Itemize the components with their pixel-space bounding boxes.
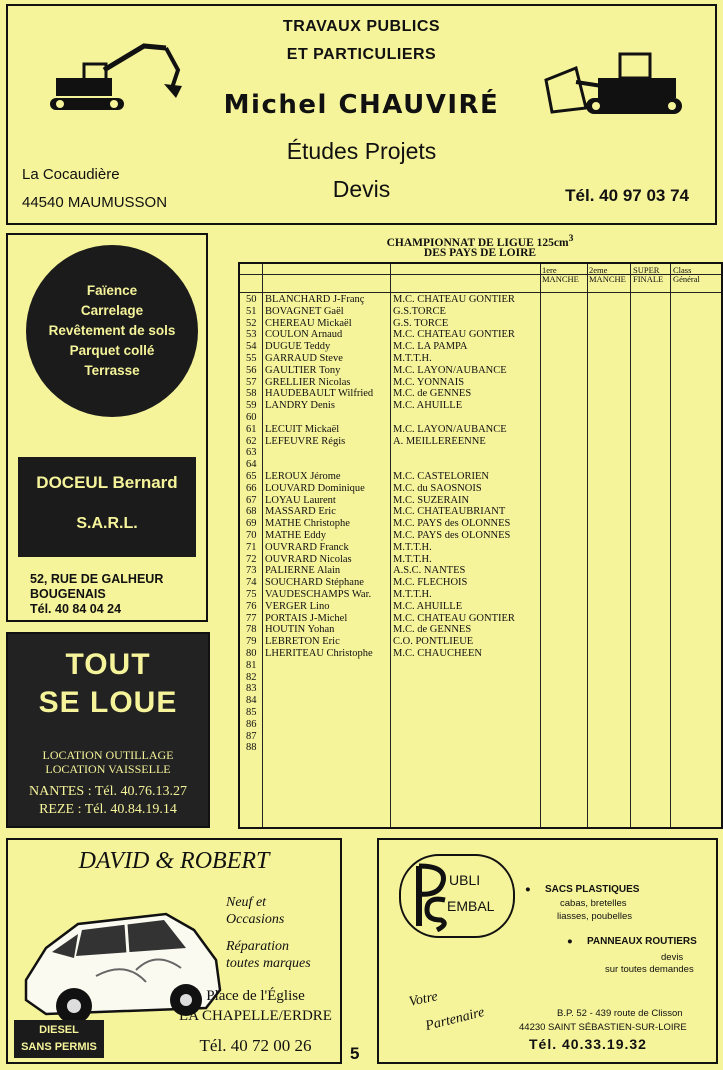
pilot-name: DUGUE Teddy [265, 341, 331, 353]
dr-line4: toutes marques [226, 956, 311, 971]
pilot-name: LECUIT Mickaël [265, 423, 340, 435]
row-number: 71 [246, 541, 257, 553]
item1-line2: liasses, poubelles [557, 911, 632, 922]
table-row [240, 483, 721, 495]
pilot-name: LANDRY Denis [265, 400, 335, 412]
address-line2: 44540 MAUMUSSON [22, 194, 168, 211]
pilot-name: MASSARD Eric [265, 506, 336, 518]
row-number: 50 [246, 294, 257, 305]
row-number: 55 [246, 353, 257, 364]
row-number: 64 [246, 459, 257, 471]
publi-phone: Tél. 40.33.19.32 [529, 1036, 647, 1052]
pilot-name: MATHE Christophe [265, 518, 350, 530]
table-row [240, 495, 721, 507]
row-number: 66 [246, 482, 257, 494]
dr-line3: Réparation [226, 939, 289, 954]
item2-line1: devis [661, 952, 684, 963]
service-item: Terrasse [84, 363, 140, 378]
club-name: C.O. PONTLIEUE [393, 636, 474, 648]
item2-line2: sur toutes demandes [605, 964, 694, 975]
loue-service1: LOCATION OUTILLAGE [42, 748, 174, 762]
row-number: 54 [246, 341, 257, 353]
item2-title: PANNEAUX ROUTIERS [587, 936, 697, 947]
col-head-manche1: 1ere MANCHE [542, 265, 579, 284]
row-number: 74 [246, 577, 257, 589]
club-name: M.C. FLECHOIS [393, 577, 468, 589]
pilot-name: LEFEUVRE Régis [265, 435, 346, 447]
club-name: G.S. TORCE [393, 317, 449, 329]
championship-title-sup: 3 [568, 233, 574, 244]
club-name: M.C. CHATEAU GONTIER [393, 612, 515, 624]
row-number: 73 [246, 565, 257, 577]
row-number: 58 [246, 388, 257, 400]
row-number: 87 [246, 730, 257, 742]
club-name: M.C. LA PAMPA [393, 341, 468, 353]
table-row [240, 731, 721, 743]
club-name: M.T.T.H. [393, 589, 432, 600]
table-row [240, 648, 721, 660]
row-number: 79 [246, 636, 257, 648]
publi-address2: 44230 SAINT SÉBASTIEN-SUR-LOIRE [519, 1022, 687, 1033]
row-number: 72 [246, 553, 257, 565]
row-number: 81 [246, 659, 257, 671]
row-number: 77 [246, 612, 257, 624]
club-name: M.C. CHATEAUBRIANT [393, 506, 506, 518]
table-row [240, 672, 721, 684]
table-row [240, 436, 721, 448]
table-row [240, 695, 721, 707]
table-row [240, 306, 721, 318]
col-head-class-general: Class Général [673, 265, 700, 284]
table-row [240, 329, 721, 341]
dr-line2: Occasions [226, 912, 285, 927]
row-number: 65 [246, 471, 257, 482]
table-row [240, 353, 721, 365]
club-name: M.C. AHUILLE [393, 600, 463, 612]
pilot-name: PORTAIS J-Michel [265, 612, 348, 624]
pilot-name: BOVAGNET Gaël [265, 305, 344, 317]
club-name: M.C. YONNAIS [393, 376, 465, 388]
championship-title-text: CHAMPIONNAT DE LIGUE 125cm [386, 236, 569, 249]
row-number: 70 [246, 530, 257, 541]
row-number: 57 [246, 376, 257, 388]
table-row [240, 412, 721, 424]
ad-heading-line1: TRAVAUX PUBLICS [282, 18, 441, 35]
club-name: M.T.T.H. [393, 353, 432, 364]
table-row [240, 447, 721, 459]
page-number: 5 [350, 1044, 360, 1063]
club-name: A.S.C. NANTES [393, 565, 466, 577]
phone-number: Tél. 40 97 03 74 [565, 186, 689, 205]
loue-tel-nantes: NANTES : Tél. 40.76.13.27 [28, 784, 187, 799]
item1-line1: cabas, bretelles [560, 898, 627, 909]
table-row [240, 554, 721, 566]
pilot-name: GAULTIER Tony [265, 364, 341, 376]
table-row [240, 577, 721, 589]
row-number: 69 [246, 518, 257, 530]
table-row [240, 459, 721, 471]
diesel-label: DIESEL [39, 1024, 79, 1036]
pilot-name: COULON Arnaud [265, 329, 343, 341]
club-name: M.C. LAYON/AUBANCE [393, 423, 507, 435]
table-row [240, 365, 721, 377]
doceul-banner [18, 457, 196, 557]
row-number: 78 [246, 624, 257, 636]
etudes-projets: Études Projets [286, 138, 437, 164]
dr-place1: Place de l'Église [206, 988, 305, 1004]
pilot-name: OUVRARD Franck [265, 541, 349, 553]
championship-subtitle: DES PAYS DE LOIRE [423, 247, 537, 259]
loue-line2: SE LOUE [38, 686, 178, 719]
club-name: M.C. CHATEAU GONTIER [393, 329, 515, 341]
table-row [240, 707, 721, 719]
loue-line1: TOUT [65, 648, 151, 681]
pilot-name: CHEREAU Mickaël [265, 317, 352, 329]
table-row [240, 518, 721, 530]
row-number: 88 [246, 742, 257, 754]
dr-title: DAVID & ROBERT [78, 848, 270, 874]
table-row [240, 636, 721, 648]
row-number: 68 [246, 506, 257, 518]
services-circle [26, 245, 198, 417]
doceul-address [30, 572, 163, 617]
chauvire-ad [6, 4, 717, 225]
table-row [240, 624, 721, 636]
club-name: M.C. PAYS des OLONNES [393, 530, 511, 541]
company-name: Michel CHAUVIRÉ [223, 90, 500, 120]
table-row [240, 601, 721, 613]
service-item: Revêtement de sols [48, 323, 176, 338]
table-row [240, 471, 721, 483]
publi-address1: B.P. 52 - 439 route de Clisson [557, 1008, 683, 1019]
row-number: 75 [246, 589, 257, 600]
dr-line1: Neuf et [226, 895, 267, 910]
club-name: M.T.T.H. [393, 541, 432, 553]
dr-phone: Tél. 40 72 00 26 [199, 1036, 312, 1055]
pilot-name: GRELLIER Nicolas [265, 376, 351, 388]
row-number: 67 [246, 494, 257, 506]
table-row [240, 318, 721, 330]
row-number: 61 [246, 423, 257, 435]
row-number: 51 [246, 305, 257, 317]
table-row [240, 719, 721, 731]
david-robert-ad [6, 838, 342, 1064]
tagline-votre: Votre [407, 989, 440, 1010]
table-row [240, 683, 721, 695]
table-row [240, 565, 721, 577]
doceul-street: 52, RUE DE GALHEUR [30, 572, 164, 586]
row-number: 76 [246, 600, 257, 612]
pilot-name: VAUDESCHAMPS War. [265, 589, 372, 600]
pilot-name: MATHE Eddy [265, 530, 326, 541]
loue-service2: LOCATION VAISSELLE [45, 762, 171, 776]
table-row [240, 542, 721, 554]
table-row [240, 506, 721, 518]
row-number: 52 [246, 317, 257, 329]
dr-place2: LA CHAPELLE/ERDRE [179, 1008, 332, 1024]
pilot-name: LHERITEAU Christophe [265, 648, 373, 659]
club-name: M.C. du SAOSNOIS [393, 482, 482, 494]
table-row [240, 613, 721, 625]
diesel-badge [14, 1020, 104, 1058]
pilot-name: LOYAU Laurent [265, 494, 336, 506]
pilot-name: GARRAUD Steve [265, 353, 343, 364]
logo-top-text: UBLI [449, 872, 481, 888]
row-number: 82 [246, 671, 257, 683]
service-item: Parquet collé [69, 343, 155, 358]
row-number: 59 [246, 400, 257, 412]
club-name: A. MEILLERÉENNE [393, 435, 486, 447]
ad-heading-line2: ET PARTICULIERS [286, 46, 437, 63]
table-row [240, 530, 721, 542]
table-row [240, 424, 721, 436]
address-line1: La Cocaudière [22, 166, 120, 183]
logo-ps-icon [413, 860, 453, 932]
row-number: 85 [246, 707, 257, 718]
logo-bottom-text: EMBAL [447, 898, 495, 914]
club-name: M.C. de GENNES [393, 624, 472, 636]
pilot-name: HAUDEBAULT Wilfried [265, 388, 374, 400]
row-number: 80 [246, 648, 257, 659]
club-name: G.S.TORCE [393, 305, 446, 317]
club-name: M.C. de GENNES [393, 388, 472, 400]
doceul-phone: Tél. 40 84 04 24 [30, 602, 122, 616]
doceul-company: S.A.R.L. [76, 515, 138, 532]
publi-embal-logo [399, 854, 515, 938]
table-row [240, 388, 721, 400]
item1-title: SACS PLASTIQUES [545, 884, 640, 895]
club-name: M.C. PAYS des OLONNES [393, 518, 511, 530]
table-row [240, 341, 721, 353]
row-number: 62 [246, 435, 257, 447]
col-head-super-finale: SUPER FINALE [633, 265, 664, 284]
doceul-city: BOUGENAIS [30, 587, 106, 601]
table-row [240, 377, 721, 389]
col-head-manche2: 2eme MANCHE [589, 265, 626, 284]
table-row [240, 294, 721, 306]
table-row [240, 589, 721, 601]
tagline-partenaire: Partenaire [423, 1004, 486, 1035]
club-name: M.C. CHATEAU GONTIER [393, 294, 515, 305]
pilot-name: HOUTIN Yohan [265, 624, 335, 636]
table-row [240, 660, 721, 672]
publi-embal-ad [377, 838, 718, 1064]
row-number: 83 [246, 683, 257, 695]
club-name: M.C. CHAUCHEEN [393, 648, 482, 659]
header-divider [240, 292, 721, 293]
doceul-name: DOCEUL Bernard [36, 473, 178, 492]
pilot-name: BLANCHARD J-Franç [265, 294, 365, 305]
pilot-name: LOUVARD Dominique [265, 482, 365, 494]
service-item: Faïence [86, 283, 138, 298]
pilot-name: OUVRARD Nicolas [265, 553, 352, 565]
sans-permis-label: SANS PERMIS [21, 1041, 97, 1053]
pilot-name: VERGER Lino [265, 600, 330, 612]
pilot-name: LEBRETON Eric [265, 636, 340, 648]
row-number: 84 [246, 695, 257, 707]
pilot-name: PALIERNE Alain [265, 565, 341, 577]
pilot-name: SOUCHARD Stéphane [265, 577, 364, 589]
row-number: 63 [246, 447, 257, 459]
row-number: 56 [246, 364, 257, 376]
table-row [240, 400, 721, 412]
results-table [238, 262, 723, 829]
club-name: M.C. CASTELORIEN [393, 471, 489, 482]
pilot-name: LEROUX Jérome [265, 471, 341, 482]
loue-tel-reze: REZE : Tél. 40.84.19.14 [39, 802, 177, 817]
service-item: Carrelage [80, 303, 144, 318]
club-name: M.C. SUZERAIN [393, 494, 470, 506]
bullet-icon: ● [525, 884, 531, 895]
bullet-icon: ● [567, 936, 573, 947]
club-name: M.C. AHUILLE [393, 400, 463, 412]
tout-se-loue-ad [6, 632, 210, 828]
row-number: 60 [246, 412, 257, 423]
club-name: M.T.T.H. [393, 553, 432, 565]
row-number: 53 [246, 329, 257, 341]
club-name: M.C. LAYON/AUBANCE [393, 364, 507, 376]
doceul-ad [6, 233, 208, 622]
table-row [240, 742, 721, 754]
devis-label: Devis [332, 176, 391, 202]
row-number: 86 [246, 718, 257, 730]
